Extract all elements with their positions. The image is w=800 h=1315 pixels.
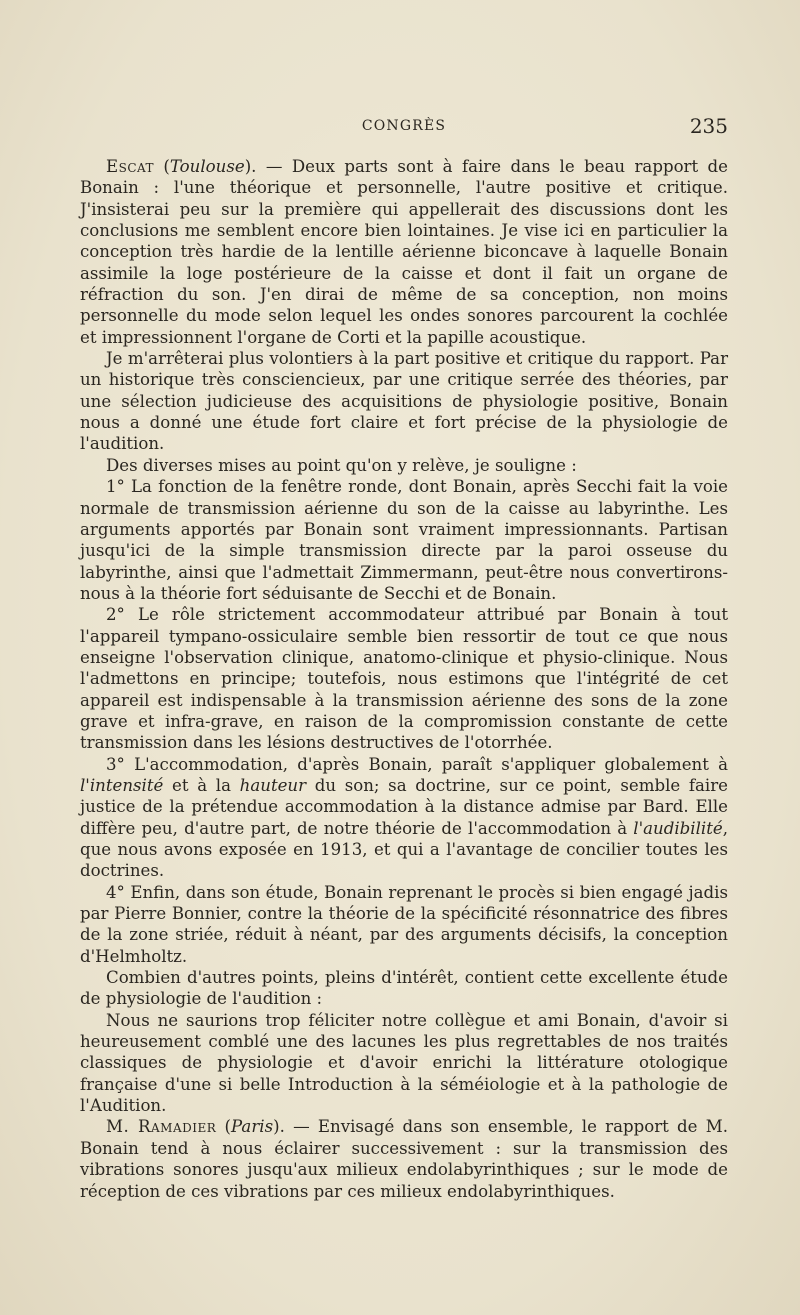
paragraph-text: et à la: [163, 775, 240, 795]
speaker-place: Paris: [231, 1117, 274, 1137]
paragraph-ramadier: M. Ramadier (Paris). — Envisagé dans son ensemble, le rapport de M. Bonain tend à nous éclairer successivement : sur la transmission des vibrations sonores jusqu'aux milieux endolabyrinthiques ; sur le mode de réception de ces vibrations par ces milieux endolabyrinthiques.: [80, 1117, 728, 1201]
paragraph-text: — Envisagé dans son ensemble, le rapport de M. Bonain tend à nous éclairer successivement : sur la transmission des vibrations sonores jusqu'aux milieux endolabyrinthiques ; sur le mode de réception de ces vibrations par ces milieux endolabyrinthiques.: [80, 1117, 728, 1201]
paragraph-point-4: 4° Enfin, dans son étude, Bonain reprenant le procès si bien engagé jadis par Pierre Bonnier, contre la théorie de la spécificité résonnatrice des fibres de la zone striée, réduit à néant, par des arguments décisifs, la conception d'Helmholtz.: [80, 882, 728, 966]
paragraph-text: 3° L'accommodation, d'après Bonain, paraît s'appliquer globalement à: [106, 754, 728, 774]
paragraph: Je m'arrêterai plus volontiers à la part positive et critique du rapport. Par un historique très consciencieux, par une critique serrée des théories, par une sélection judicieuse des acquisitions de physiologie positive, Bonain nous a donné une étude fort claire et fort précise de la physiologie de l'audition.: [80, 349, 728, 454]
paragraph-text: du son; sa doctrine, sur ce point, semble faire justice de la prétendue accommodation à la distance admise par Bard. Elle diffère peu, d'autre part, de notre théorie de l'accommodation à: [80, 775, 728, 838]
paragraph-text: , que nous avons exposée en 1913, et qui a l'avantage de concilier toutes les doctrines.: [80, 818, 728, 881]
paragraph-escat: Escat (Toulouse). — Deux parts sont à faire dans le beau rapport de Bonain : l'une théorique et personnelle, l'autre positive et critique. J'insisterai peu sur la première qui appellerait des discussions dont les conclusions me semblent encore bien lointaines. Je vise ici en particulier la conception très hardie de la lentille aérienne biconcave à laquelle Bonain assimile la loge postérieure de la caisse et dont il fait un organe de réfraction du son. J'en dirai de même de sa conception, non moins personnelle du mode selon lequel les ondes sonores parcourent la cochlée et impressionnent l'organe de Corti et la papille acoustique.: [80, 157, 728, 347]
page-body: [80, 156, 728, 1202]
speaker-name: Escat: [106, 157, 155, 176]
page-header: [80, 116, 728, 140]
page-number: 235: [689, 114, 728, 138]
paragraph: Nous ne saurions trop féliciter notre collègue et ami Bonain, d'avoir si heureusement comblé une des lacunes les plus regrettables de nos traités classiques de physiologie et d'avoir enrichi la littérature otologique française d'une si belle Introduction à la séméiologie et à la pathologie de l'Audition.: [80, 1010, 728, 1116]
emphasis-text: l'audibilité: [633, 818, 723, 838]
emphasis-text: hauteur: [239, 775, 307, 795]
speaker-place: Toulouse: [169, 157, 245, 176]
emphasis-text: l'intensité: [80, 775, 164, 795]
running-title: CONGRÈS: [361, 118, 447, 134]
speaker-name: M. Ramadier: [106, 1117, 217, 1137]
paragraph-point-2: 2° Le rôle strictement accommodateur attribué par Bonain à tout l'appareil tympano-ossiculaire semble bien ressortir de tout ce que nous enseigne l'observation clinique, anatomo-clinique et physio-clinique. Nous l'admettons en principe; toutefois, nous estimons que l'intégrité de cet appareil est indispensable à la transmission aérienne des sons de la zone grave et infra-grave, en raison de la compromission constante de cette transmission dans les lésions destructives de l'otorrhée.: [80, 605, 728, 753]
paragraph-text: — Deux parts sont à faire dans le beau rapport de Bonain : l'une théorique et personnelle, l'autre positive et critique. J'insisterai peu sur la première qui appellerait des discussions dont les conclusions me semblent encore bien lointaines. Je vise ici en particulier la conception très hardie de la lentille aérienne biconcave à laquelle Bonain assimile la loge postérieure de la caisse et dont il fait un organe de réfraction du son. J'en dirai de même de sa conception, non moins personnelle du mode selon lequel les ondes sonores parcourent la cochlée et impressionnent l'organe de Corti et la papille acoustique.: [80, 157, 728, 347]
paragraph: Combien d'autres points, pleins d'intérêt, contient cette excellente étude de physiologie de l'audition :: [80, 968, 728, 1009]
paragraph: Des diverses mises au point qu'on y relève, je souligne :: [106, 455, 577, 475]
paragraph-point-1: 1° La fonction de la fenêtre ronde, dont Bonain, après Secchi fait la voie normale de transmission aérienne du son de la caisse au labyrinthe. Les arguments apportés par Bonain sont vraiment impressionnants. Partisan jusqu'ici de la simple transmission directe par la paroi osseuse du labyrinthe, ainsi que l'admettait Zimmermann, peut-être nous convertirons-nous à la théorie fort séduisante de Secchi et de Bonain.: [80, 477, 728, 603]
paragraph-point-3: [80, 754, 728, 882]
